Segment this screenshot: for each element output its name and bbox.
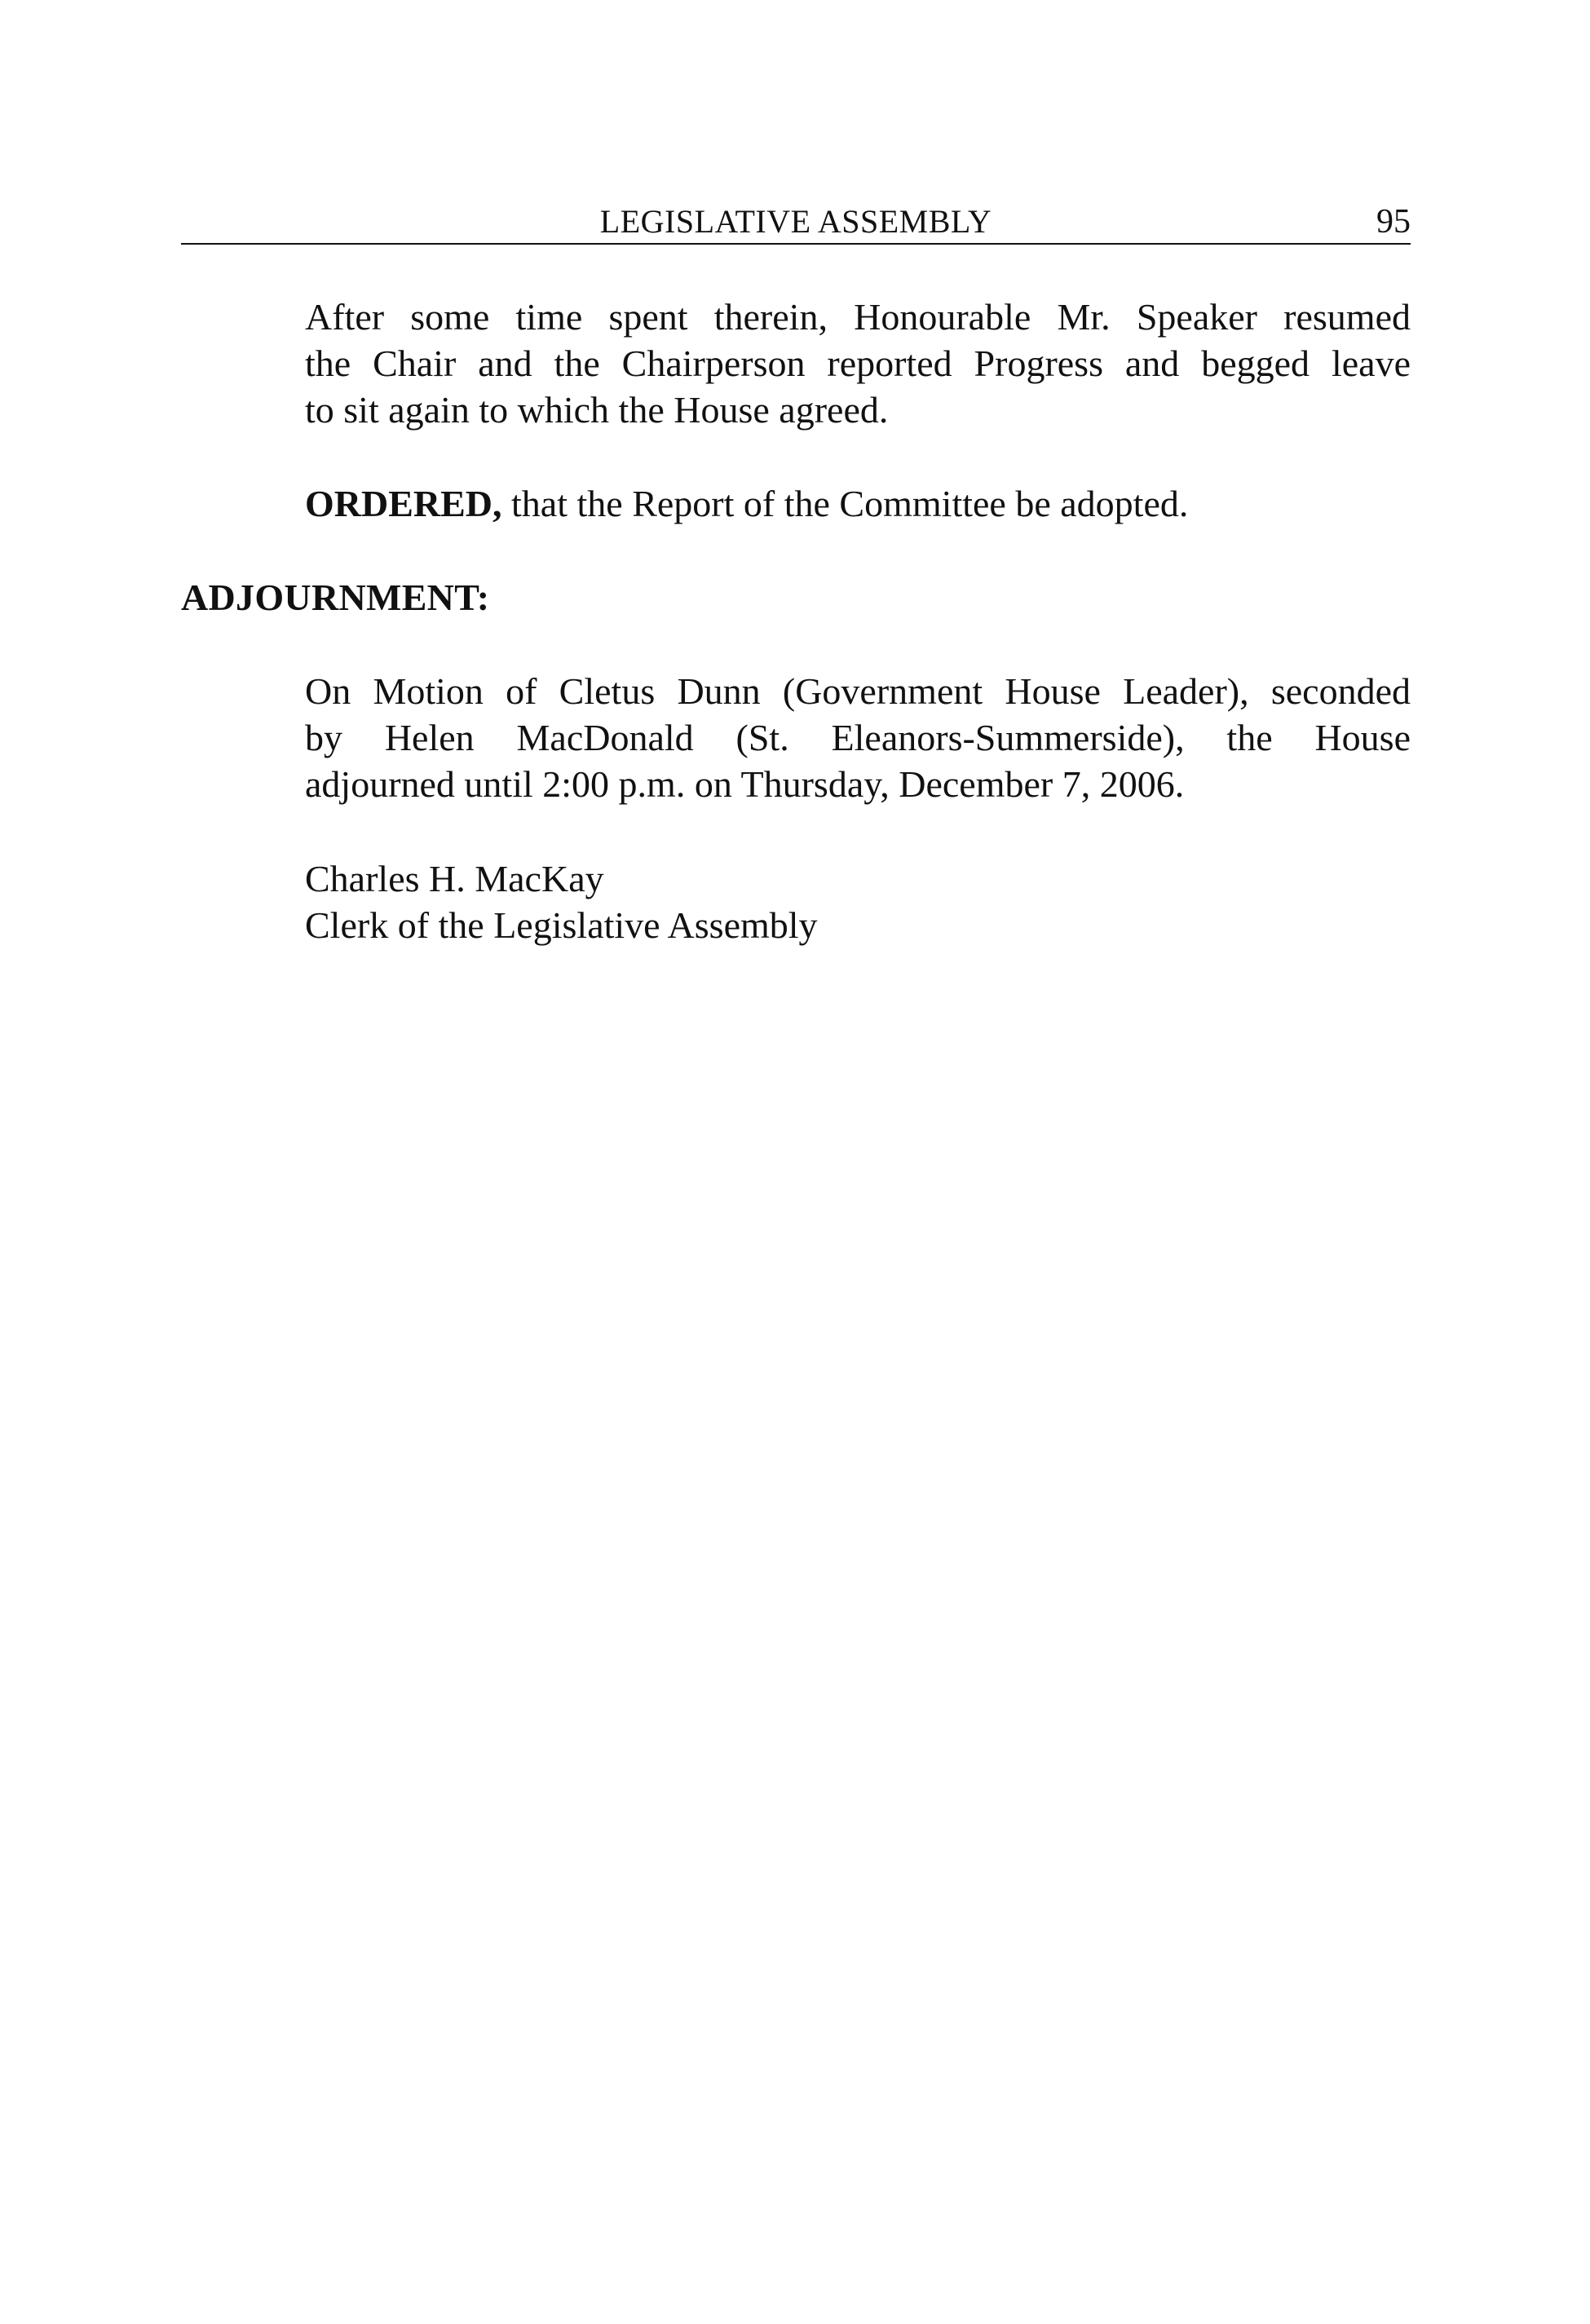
paragraph-line: the Chair and the Chairperson reported Progress and begged leave (305, 342, 1411, 384)
ordered-label: ORDERED, (305, 483, 502, 524)
page-number: 95 (1376, 203, 1411, 241)
progress-paragraph (305, 294, 1411, 433)
adjournment-paragraph (305, 668, 1411, 807)
signatory-name: Charles H. MacKay (305, 858, 604, 899)
signatory-title: Clerk of the Legislative Assembly (305, 904, 818, 946)
paragraph-line: After some time spent therein, Honourable Mr. Speaker resumed (305, 296, 1411, 338)
ordered-paragraph (305, 480, 1411, 527)
paragraph-line: adjourned until 2:00 p.m. on Thursday, December 7, 2006. (305, 763, 1185, 805)
document-page (181, 0, 1411, 2324)
running-header (181, 202, 1411, 245)
header-title: LEGISLATIVE ASSEMBLY (599, 203, 992, 240)
ordered-text: that the Report of the Committee be adopted. (501, 483, 1189, 524)
paragraph-line: by Helen MacDonald (St. Eleanors-Summerside), the House (305, 717, 1411, 758)
signature-block (305, 855, 1411, 948)
adjournment-heading: ADJOURNMENT: (181, 577, 490, 618)
paragraph-line: to sit again to which the House agreed. (305, 389, 889, 431)
paragraph-line: On Motion of Cletus Dunn (Government House Leader), seconded (305, 670, 1411, 712)
